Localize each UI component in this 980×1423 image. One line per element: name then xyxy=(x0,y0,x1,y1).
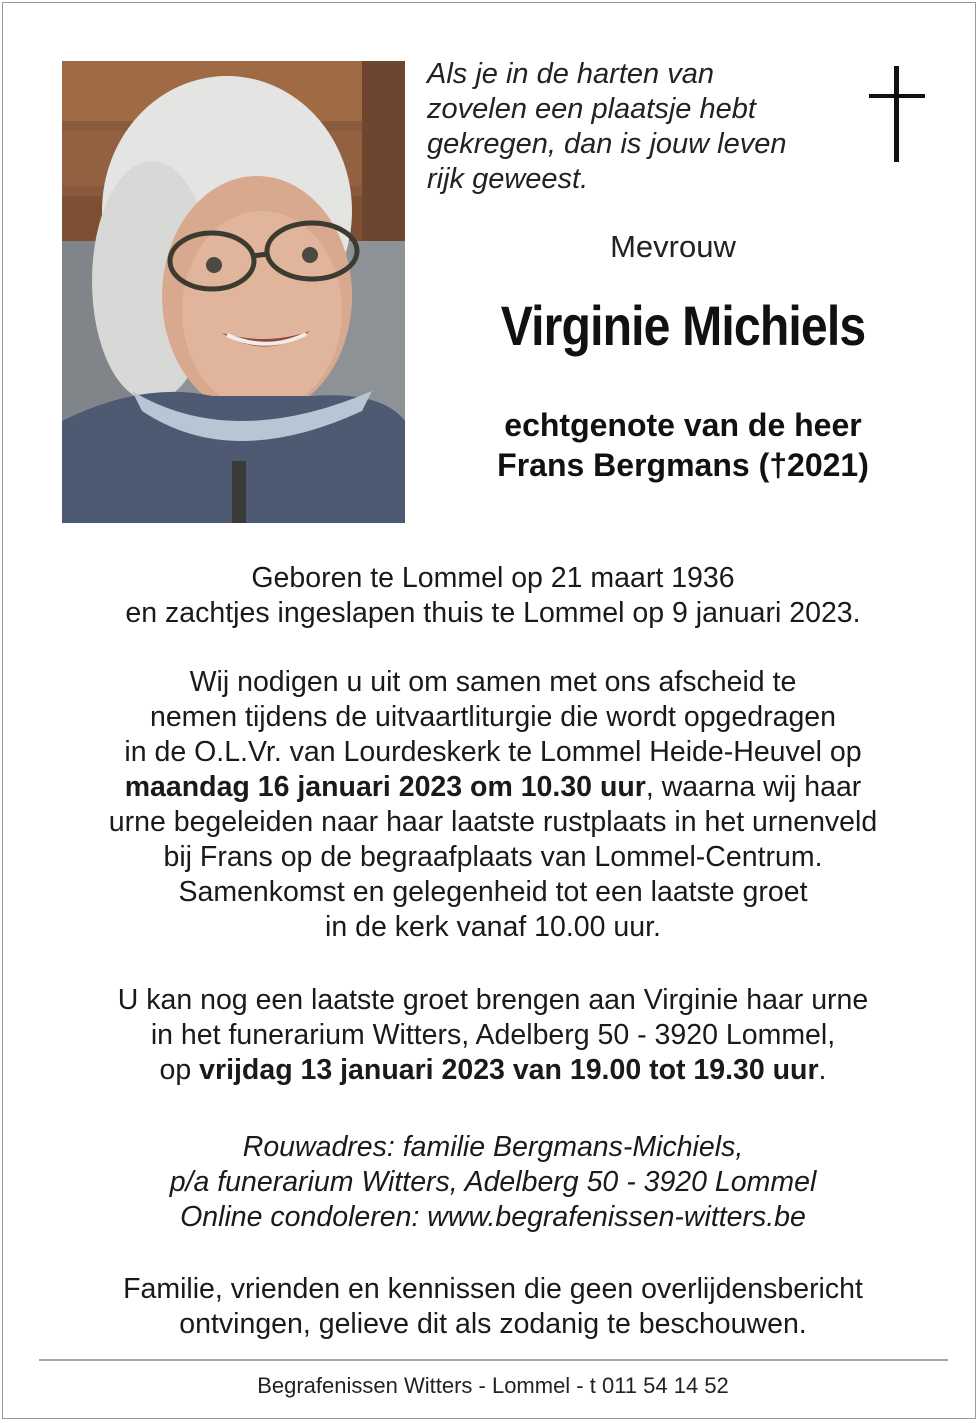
closing-line: Familie, vrienden en kennissen die geen overlijdensbericht xyxy=(123,1273,863,1305)
poem-line: rijk geweest. xyxy=(427,163,589,195)
poem-line: Als je in de harten van xyxy=(427,58,714,90)
visitation-paragraph xyxy=(43,983,943,1088)
visitation-line: U kan nog een laatste groet brengen aan Virginie haar urne xyxy=(117,984,869,1016)
spouse-info xyxy=(433,405,933,485)
address-line: Rouwadres: familie Bergmans-Michiels, xyxy=(242,1131,744,1163)
latin-cross-icon xyxy=(869,66,925,162)
salutation: Mevrouw xyxy=(610,229,736,264)
spouse-line: Frans Bergmans (†2021) xyxy=(497,447,869,483)
visitation-prefix: op xyxy=(159,1054,200,1086)
birth-death-paragraph xyxy=(43,561,943,631)
ceremony-line: in de kerk vanaf 10.00 uur. xyxy=(325,911,661,943)
poem-line: gekregen, dan is jouw leven xyxy=(427,128,787,160)
spouse-line: echtgenote van de heer xyxy=(504,407,862,443)
ceremony-line: urne begeleiden naar haar laatste rustplaats in het urnenveld xyxy=(108,806,878,838)
ceremony-date: maandag 16 januari 2023 om 10.30 uur xyxy=(124,771,646,803)
ceremony-line: nemen tijdens de uitvaartliturgie die wordt opgedragen xyxy=(149,701,837,733)
ceremony-paragraph xyxy=(43,665,943,945)
poem-line: zovelen een plaatsje hebt xyxy=(427,93,756,125)
ceremony-line: bij Frans op de begraafplaats van Lommel-Centrum. xyxy=(163,841,823,873)
address-line: p/a funerarium Witters, Adelberg 50 - 3920 Lommel xyxy=(169,1166,817,1198)
ceremony-line: Samenkomst en gelegenheid tot een laatste groet xyxy=(178,876,808,908)
address-paragraph xyxy=(43,1130,943,1235)
death-line: en zachtjes ingeslapen thuis te Lommel op 9 januari 2023. xyxy=(125,597,861,629)
closing-line: ontvingen, gelieve dit als zodanig te beschouwen. xyxy=(179,1308,807,1340)
ceremony-line: in de O.L.Vr. van Lourdeskerk te Lommel Heide-Heuvel op xyxy=(124,736,862,768)
condolence-link[interactable]: Online condoleren: www.begrafenissen-witters.be xyxy=(180,1201,806,1233)
visitation-line: in het funerarium Witters, Adelberg 50 - 3920 Lommel, xyxy=(150,1019,836,1051)
deceased-name: Virginie Michiels xyxy=(500,294,866,357)
ceremony-date-line xyxy=(43,770,943,805)
ceremony-line: Wij nodigen u uit om samen met ons afscheid te xyxy=(189,666,797,698)
visitation-suffix: . xyxy=(818,1054,827,1086)
footer-contact: Begrafenissen Witters - Lommel - t 011 54 14 52 xyxy=(257,1373,729,1398)
ceremony-date-rest: , waarna wij haar xyxy=(645,771,862,803)
birth-line: Geboren te Lommel op 21 maart 1936 xyxy=(251,562,735,594)
divider xyxy=(39,1359,948,1361)
poem xyxy=(427,57,847,197)
closing-paragraph xyxy=(43,1272,943,1342)
obituary-card xyxy=(2,2,976,1419)
visitation-date-line xyxy=(43,1053,943,1088)
portrait-photo xyxy=(62,61,405,523)
visitation-date: vrijdag 13 januari 2023 van 19.00 tot 19.30 uur xyxy=(199,1054,819,1086)
